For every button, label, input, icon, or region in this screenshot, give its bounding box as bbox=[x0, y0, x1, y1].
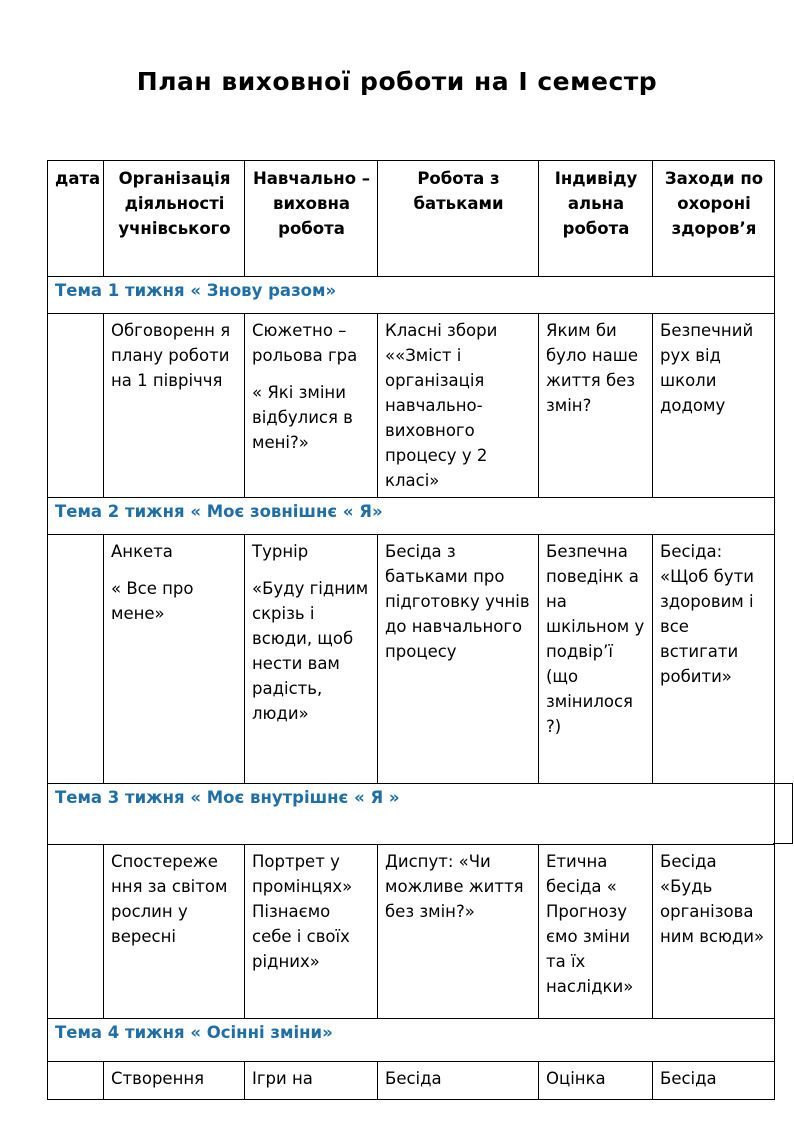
table-cell bbox=[245, 1062, 378, 1100]
table-cell bbox=[48, 314, 104, 498]
theme-row bbox=[48, 1019, 775, 1062]
cell-text: Бесіда з батьками про підготовку учнів до навчального процесу bbox=[385, 542, 530, 661]
table-cell bbox=[539, 314, 653, 498]
table-row bbox=[48, 314, 775, 498]
cell-text: Бесіда bbox=[385, 1069, 442, 1088]
cell-text: Диспут: «Чи можливе життя без змін?» bbox=[385, 852, 524, 921]
cell-text: Етична бесіда « Прогнозу ємо зміни та їх наслідки» bbox=[546, 852, 634, 996]
table-cell bbox=[48, 1062, 104, 1100]
cell-text: Обговоренн я плану роботи на 1 півріччя bbox=[111, 321, 231, 390]
header-individual-work: Індивіду альна робота bbox=[539, 161, 653, 277]
plan-table bbox=[47, 160, 775, 1100]
table-cell bbox=[653, 1062, 775, 1100]
table-cell bbox=[378, 1062, 539, 1100]
header-parents-work: Робота з батьками bbox=[378, 161, 539, 277]
cell-text: Бесіда «Будь організова ним всюди» bbox=[660, 852, 765, 946]
cell-text: Портрет у промінцях» Пізнаємо себе і своїх рідних» bbox=[252, 852, 353, 971]
table-cell bbox=[245, 314, 378, 498]
cell-text: Анкета bbox=[111, 542, 173, 561]
table-cell bbox=[48, 535, 104, 784]
cell-text: Турнір bbox=[252, 542, 309, 561]
cell-text: Безпечна поведінк а на шкільном у подвір’ї (що змінилося ?) bbox=[546, 542, 645, 736]
table-cell bbox=[378, 845, 539, 1019]
cell-text: Безпечний рух від школи додому bbox=[660, 321, 754, 415]
cell-text: Ігри на bbox=[252, 1069, 313, 1088]
table-row bbox=[48, 1062, 775, 1100]
cell-text: «Буду гідним скрізь і всюди, щоб нести вам радість, люди» bbox=[252, 579, 369, 723]
table-cell bbox=[245, 845, 378, 1019]
cell-text: « Все про мене» bbox=[111, 579, 194, 623]
page-title: План виховної роботи на І семестр bbox=[136, 67, 658, 96]
table-cell bbox=[378, 314, 539, 498]
table-cell bbox=[653, 535, 775, 784]
cell-text: Сюжетно – рольова гра bbox=[252, 321, 358, 365]
cell-text: Бесіда: «Щоб бути здоровим і все встигати робити» bbox=[660, 542, 754, 686]
theme-row bbox=[48, 277, 775, 314]
table-cell bbox=[539, 1062, 653, 1100]
table-cell bbox=[104, 845, 245, 1019]
cell-text: Яким би було наше життя без змін? bbox=[546, 321, 638, 415]
header-health-measures: Заходи по охороні здоров’я bbox=[653, 161, 775, 277]
table-cell bbox=[245, 535, 378, 784]
table-cell bbox=[653, 845, 775, 1019]
table-row bbox=[48, 845, 775, 1019]
table-cell bbox=[539, 845, 653, 1019]
cell-text: Створення bbox=[111, 1069, 205, 1088]
table-cell bbox=[48, 845, 104, 1019]
table-cell bbox=[378, 535, 539, 784]
table-cell bbox=[104, 1062, 245, 1100]
theme-title: Тема 3 тижня « Моє внутрішнє « Я » bbox=[48, 784, 775, 845]
table-row bbox=[48, 535, 775, 784]
table-cell bbox=[539, 535, 653, 784]
header-organization: Організація діяльності учнівського bbox=[104, 161, 245, 277]
cell-text: Спостереже ння за світом рослин у вересні bbox=[111, 852, 228, 946]
header-educational-work: Навчально –виховна робота bbox=[245, 161, 378, 277]
table-cell bbox=[104, 314, 245, 498]
table-cell bbox=[653, 314, 775, 498]
theme-title: Тема 1 тижня « Знову разом» bbox=[48, 277, 775, 314]
theme-title: Тема 2 тижня « Моє зовнішнє « Я» bbox=[48, 498, 775, 535]
cell-text: Класні збори ««Зміст і організація навчально-виховного процесу у 2 класі» bbox=[385, 321, 498, 490]
cell-text: Бесіда bbox=[660, 1069, 717, 1088]
theme-title: Тема 4 тижня « Осінні зміни» bbox=[48, 1019, 775, 1062]
theme-row bbox=[48, 784, 775, 845]
table-cell bbox=[104, 535, 245, 784]
header-row bbox=[48, 161, 775, 277]
cell-text: Оцінка bbox=[546, 1069, 606, 1088]
cell-text: « Які зміни відбулися в мені?» bbox=[252, 383, 353, 452]
header-date: дата bbox=[48, 161, 104, 277]
theme-row bbox=[48, 498, 775, 535]
table-border-extension bbox=[773, 783, 793, 844]
